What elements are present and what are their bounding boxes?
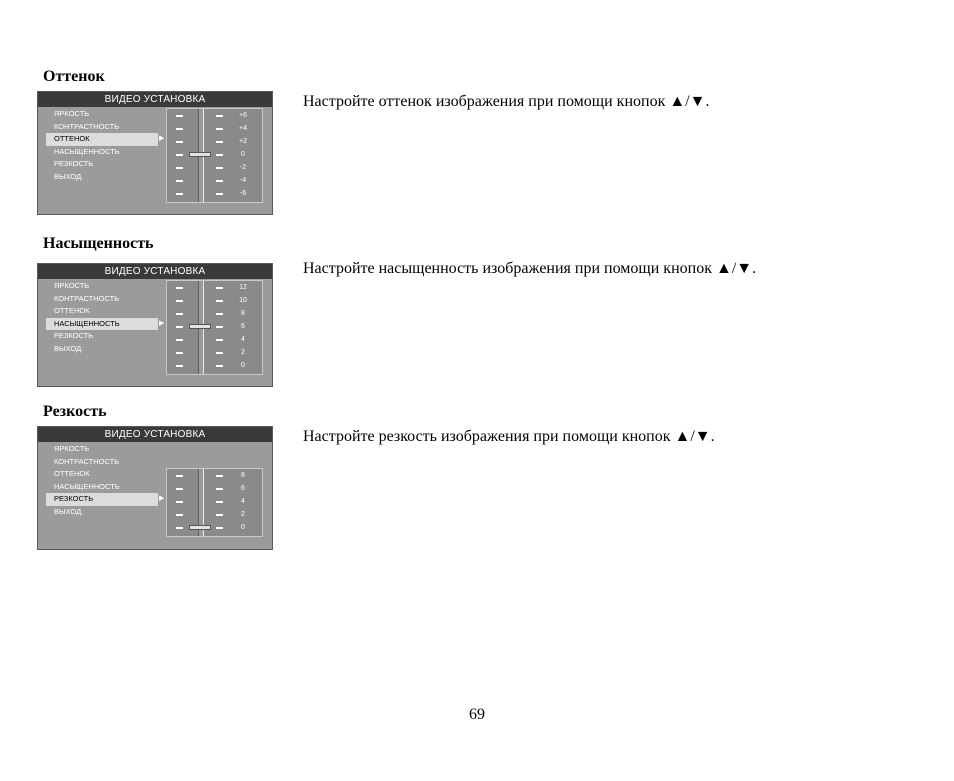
scale-label: +2 bbox=[239, 138, 247, 145]
scale-label: 8 bbox=[241, 472, 245, 479]
section-description: Настройте насыщенность изображения при помощи кнопок ▲/▼. bbox=[303, 260, 757, 277]
scale-label: -2 bbox=[239, 164, 247, 171]
scale-label: 6 bbox=[241, 323, 245, 330]
level-slider[interactable] bbox=[166, 280, 263, 375]
section-description: Настройте резкость изображения при помощи кнопок ▲/▼. bbox=[303, 428, 715, 445]
scale-label: 0 bbox=[241, 524, 245, 531]
menu-item[interactable]: РЕЗКОСТЬ bbox=[54, 159, 94, 169]
menu-item[interactable]: ЯРКОСТЬ bbox=[54, 109, 90, 118]
scale-label: 12 bbox=[239, 284, 247, 291]
scale-label: +6 bbox=[239, 112, 247, 119]
menu-item[interactable]: КОНТРАСТНОСТЬ bbox=[54, 456, 120, 466]
osd-menu bbox=[38, 280, 166, 356]
scale-label: 4 bbox=[241, 498, 245, 505]
menu-item[interactable]: РЕЗКОСТЬ bbox=[54, 331, 94, 341]
scale-label: 2 bbox=[241, 511, 245, 518]
right-arrow-icon: ▶ bbox=[159, 135, 165, 143]
menu-item-selected[interactable]: ОТТЕНОК ▶ bbox=[46, 133, 158, 146]
osd-menu bbox=[38, 108, 166, 184]
level-slider[interactable] bbox=[166, 108, 263, 203]
scale-label: 4 bbox=[241, 336, 245, 343]
menu-item[interactable]: НАСЫЩЕННОСТЬ bbox=[54, 146, 120, 156]
menu-item[interactable]: КОНТРАСТНОСТЬ bbox=[54, 293, 120, 303]
menu-item[interactable]: ЯРКОСТЬ bbox=[54, 444, 90, 453]
section-title: Резкость bbox=[43, 403, 107, 420]
menu-item[interactable]: ВЫХОД. bbox=[54, 343, 84, 353]
scale-label: -6 bbox=[239, 190, 247, 197]
menu-item[interactable]: ОТТЕНОК bbox=[54, 469, 90, 479]
slider-knob[interactable] bbox=[189, 525, 211, 530]
section-title: Насыщенность bbox=[43, 235, 154, 252]
scale-label: 10 bbox=[239, 297, 247, 304]
slider-knob[interactable] bbox=[189, 324, 211, 329]
menu-item[interactable]: ОТТЕНОК bbox=[54, 306, 90, 316]
menu-item-selected[interactable]: НАСЫЩЕННОСТЬ ▶ bbox=[46, 318, 158, 331]
right-arrow-icon: ▶ bbox=[159, 319, 165, 327]
panel-header: ВИДЕО УСТАНОВКА bbox=[38, 92, 272, 107]
right-arrow-icon: ▶ bbox=[159, 495, 165, 503]
menu-item[interactable]: ЯРКОСТЬ bbox=[54, 281, 90, 290]
menu-item[interactable]: КОНТРАСТНОСТЬ bbox=[54, 121, 120, 131]
menu-item-selected[interactable]: РЕЗКОСТЬ ▶ bbox=[46, 493, 158, 506]
scale-label: 0 bbox=[241, 362, 245, 369]
scale-label: 6 bbox=[241, 485, 245, 492]
page-number: 69 bbox=[469, 706, 485, 723]
menu-item[interactable]: ВЫХОД. bbox=[54, 171, 84, 181]
osd-menu bbox=[38, 443, 166, 519]
menu-item[interactable]: НАСЫЩЕННОСТЬ bbox=[54, 481, 120, 491]
osd-panel bbox=[37, 91, 273, 215]
level-slider[interactable] bbox=[166, 468, 263, 537]
section-description: Настройте оттенок изображения при помощи кнопок ▲/▼. bbox=[303, 93, 710, 110]
panel-header: ВИДЕО УСТАНОВКА bbox=[38, 264, 272, 279]
osd-panel bbox=[37, 426, 273, 550]
scale-label: +4 bbox=[239, 125, 247, 132]
menu-item[interactable]: ВЫХОД. bbox=[54, 506, 84, 516]
scale-label: -4 bbox=[239, 177, 247, 184]
section-title: Оттенок bbox=[43, 68, 105, 85]
panel-header: ВИДЕО УСТАНОВКА bbox=[38, 427, 272, 442]
osd-panel bbox=[37, 263, 273, 387]
scale-label: 0 bbox=[241, 151, 245, 158]
scale-label: 2 bbox=[241, 349, 245, 356]
scale-label: 8 bbox=[241, 310, 245, 317]
slider-knob[interactable] bbox=[189, 152, 211, 157]
